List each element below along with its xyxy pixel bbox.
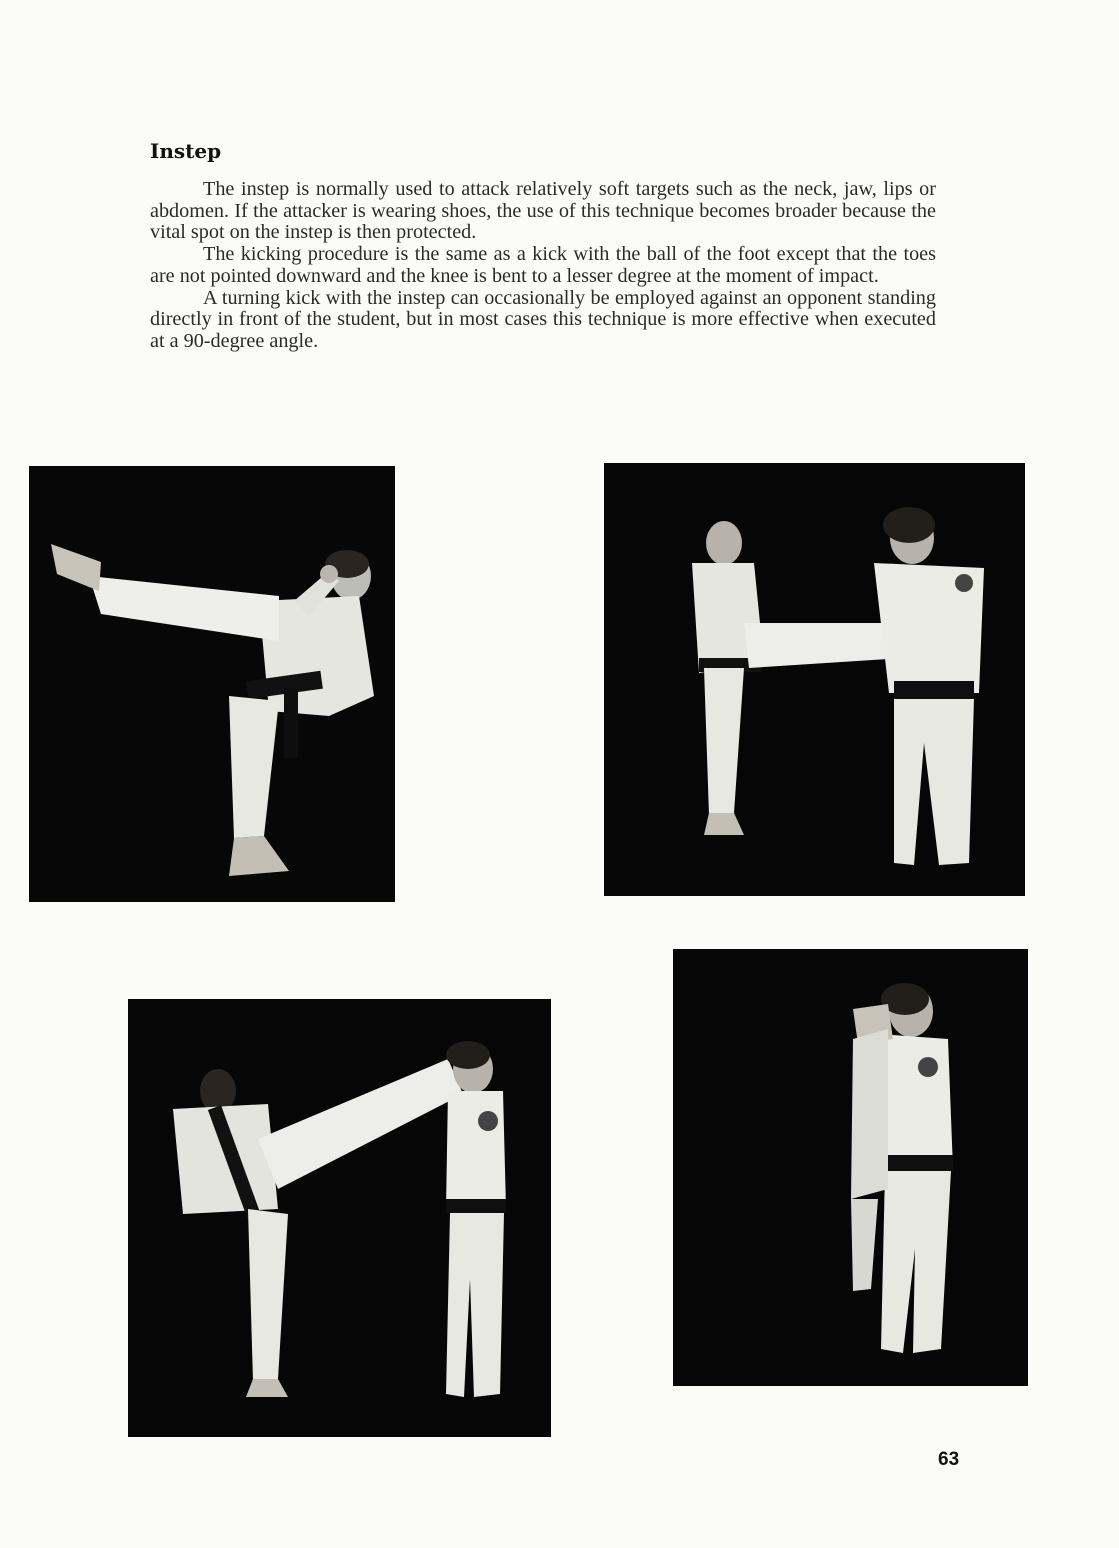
- paragraph-3: A turning kick with the instep can occasionally be employed against an opponent standing directly in front of the student, but in most cases this technique is more effective when executed at a 90-degree angle.: [150, 286, 936, 352]
- photo-side-kick-solo: [29, 466, 395, 902]
- paragraph-1: The instep is normally used to attack relatively soft targets such as the neck, jaw, lips or abdomen. If the attacker is wearing shoes, the use of this technique becomes broader because the vital spot on the instep is then protected.: [150, 178, 936, 244]
- photo-kick-to-abdomen: [604, 463, 1025, 896]
- page-number: 63: [938, 1449, 960, 1470]
- turning-kick-illustration: [128, 999, 551, 1437]
- paragraph-2: The kicking procedure is the same as a kick with the ball of the foot except that the toes are not pointed downward and the knee is bent to a lesser degree at the moment of impact.: [150, 243, 936, 287]
- photo-90-degree-angle: [673, 949, 1028, 1386]
- kicker-figure-illustration: [29, 466, 395, 902]
- two-figures-illustration: [604, 463, 1025, 896]
- side-view-illustration: [673, 949, 1028, 1386]
- section-heading: Instep: [150, 139, 222, 163]
- photo-turning-kick-to-face: [128, 999, 551, 1437]
- body-text: [150, 179, 936, 353]
